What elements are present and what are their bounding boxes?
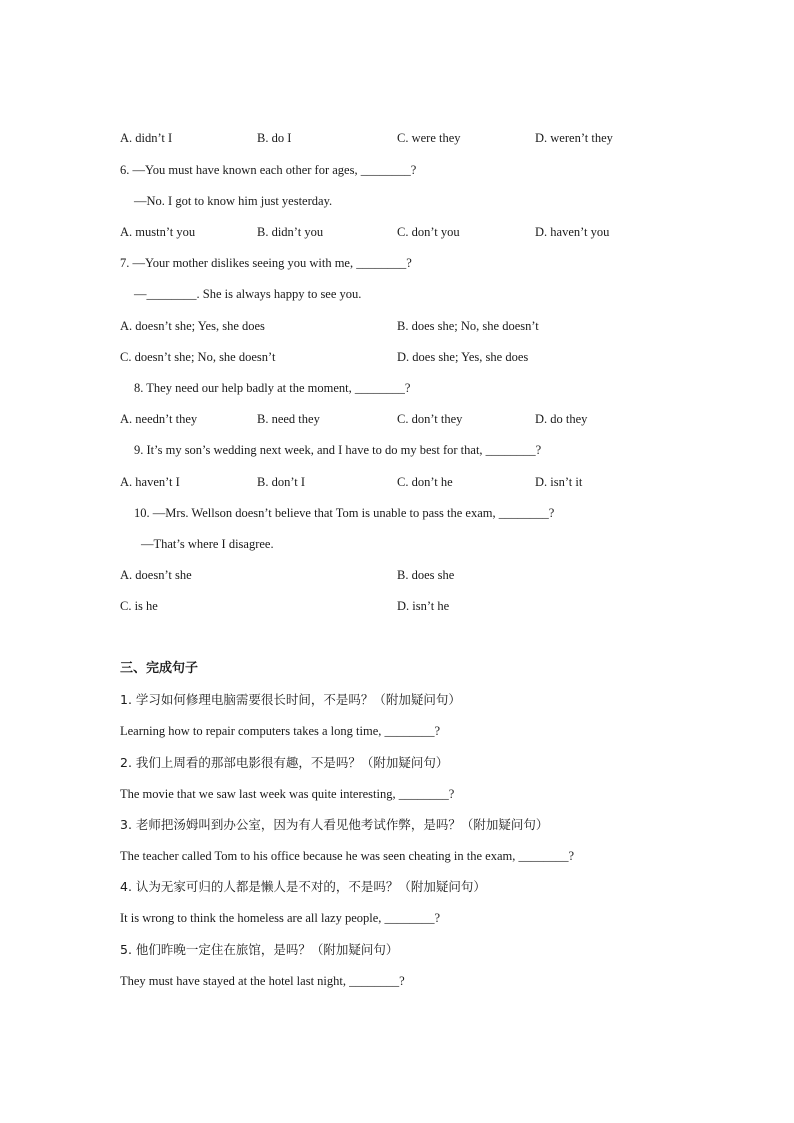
q10-option-d: D. isn’t he [397, 599, 450, 613]
q7-option-c: C. doesn’t she; No, she doesn’t [120, 350, 276, 364]
q10-option-a: A. doesn’t she [120, 568, 192, 582]
q10-reply: —That’s where I disagree. [141, 537, 274, 551]
q10-option-b: B. does she [397, 568, 455, 582]
s3-item4-en: It is wrong to think the homeless are all lazy people, ________? [120, 911, 441, 925]
q9-stem: 9. It’s my son’s wedding next week, and I have to do my best for that, ________? [134, 443, 542, 457]
s3-item1-en: Learning how to repair computers takes a long time, ________? [120, 724, 441, 738]
q5-option-b: B. do I [257, 131, 292, 145]
q7-option-d: D. does she; Yes, she does [397, 350, 529, 364]
s3-item2-cn: 2. 我们上周看的那部电影很有趣，不是吗？（附加疑问句） [120, 755, 449, 770]
s3-item5-en: They must have stayed at the hotel last night, ________? [120, 974, 405, 988]
q6-option-b: B. didn’t you [257, 225, 324, 239]
q6-option-a: A. mustn’t you [120, 225, 196, 239]
q9-option-c: C. don’t he [397, 475, 453, 489]
q9-option-a: A. haven’t I [120, 475, 180, 489]
q8-stem: 8. They need our help badly at the moment, ________? [134, 381, 411, 395]
q5-option-d: D. weren’t they [535, 131, 613, 145]
q6-option-d: D. haven’t you [535, 225, 610, 239]
q7-option-a: A. doesn’t she; Yes, she does [120, 319, 265, 333]
q7-stem: 7. —Your mother dislikes seeing you with me, ________? [120, 256, 412, 270]
section3-title: 三、完成句子 [120, 661, 199, 676]
q5-option-a: A. didn’t I [120, 131, 173, 145]
q9-option-d: D. isn’t it [535, 475, 583, 489]
q6-reply: —No. I got to know him just yesterday. [134, 194, 333, 208]
q7-option-b: B. does she; No, she doesn’t [397, 319, 539, 333]
q9-option-b: B. don’t I [257, 475, 306, 489]
q5-option-c: C. were they [397, 131, 461, 145]
q8-option-d: D. do they [535, 412, 588, 426]
s3-item5-cn: 5. 他们昨晚一定住在旅馆，是吗？（附加疑问句） [120, 942, 399, 957]
q7-reply: —________. She is always happy to see you. [134, 287, 362, 301]
q8-option-b: B. need they [257, 412, 320, 426]
q6-option-c: C. don’t you [397, 225, 460, 239]
s3-item3-cn: 3. 老师把汤姆叫到办公室，因为有人看见他考试作弊，是吗？（附加疑问句） [120, 817, 549, 832]
q10-stem: 10. —Mrs. Wellson doesn’t believe that Tom is unable to pass the exam, ________? [134, 506, 555, 520]
q6-stem: 6. —You must have known each other for ages, ________? [120, 163, 417, 177]
s3-item4-cn: 4. 认为无家可归的人都是懒人是不对的，不是吗？（附加疑问句） [120, 879, 486, 894]
s3-item1-cn: 1. 学习如何修理电脑需要很长时间，不是吗？（附加疑问句） [120, 692, 461, 707]
q10-option-c: C. is he [120, 599, 158, 613]
q8-option-a: A. needn’t they [120, 412, 198, 426]
s3-item3-en: The teacher called Tom to his office because he was seen cheating in the exam, ________? [120, 849, 575, 863]
q8-option-c: C. don’t they [397, 412, 463, 426]
s3-item2-en: The movie that we saw last week was quite interesting, ________? [120, 787, 455, 801]
